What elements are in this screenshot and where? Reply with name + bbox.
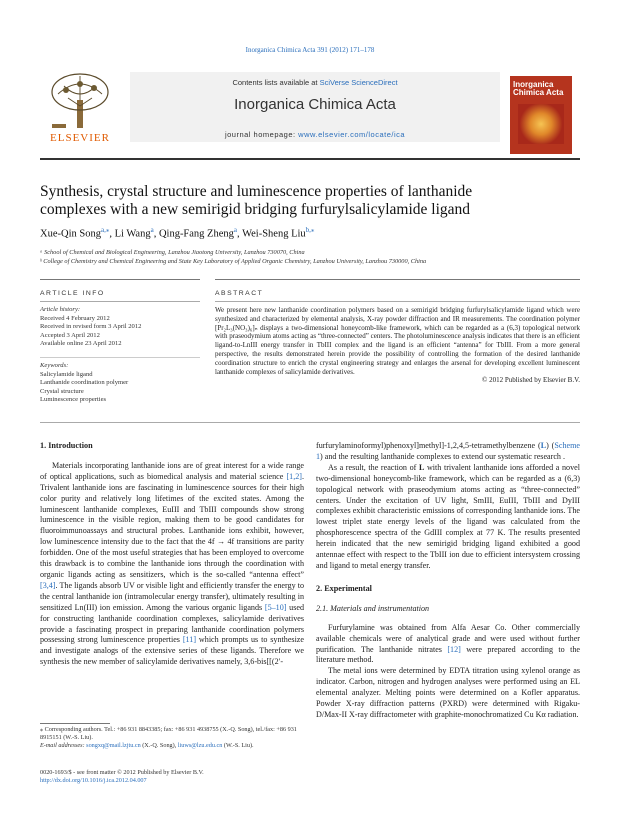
- affiliation-a: ᵃ School of Chemical and Biological Engineering, Lanzhou Jiaotong University, Lanzhou 730070, China: [40, 249, 305, 256]
- keyword: Salicylamide ligand: [40, 370, 93, 378]
- issn-line: 0020-1693/$ - see front matter © 2012 Published by Elsevier B.V.: [40, 769, 204, 776]
- abstract-body: [215, 306, 580, 385]
- history-item: Available online 23 April 2012: [40, 340, 122, 347]
- citation-link[interactable]: [11]: [182, 635, 197, 645]
- tree-icon: [48, 72, 112, 130]
- intro-heading: 1. Introduction: [40, 441, 93, 450]
- article-info-rule: [40, 279, 200, 280]
- left-column: [40, 441, 304, 668]
- intro-paragraph: Materials incorporating lanthanide ions are of great interest for a wide range of optical applications, such as biomedical analysis and material science [1,2]. Trivalent lanthanide ions are fascinating in luminescence sources for their high color purity and relatively long lifetimes of the excited states. Among the luminescent lanthanide complexes, EuIII and TbIII compounds show strong luminescence in the visible region, making them to be good candidates for fluoroimmunoassays and structural probes. Lanthanide ions exhibit, however, low luminescence intensity due to the fact that the 4f → 4f transitions are parity forbidden. One of the most useful strategies that has been employed to overcome this drawback is to combine the lanthanide ions through the coordination with organic ligands acting as sensitizers, which is the so-called “antenna effect” [3,4]. The ligands absorb UV or visible light and efficiently transfer the energy to the central lanthanide ion (intramolecular energy transfer), ultimately resulting in sensitized Ln(III) ion emission. Among the various organic ligands [5–10] used for constructing lanthanide coordination complexes, salicylamide derivatives provide a fascinating prospect in preparing lanthanide coordination polymers possessing strong luminescence properties [11] which prompts us to synthesize and investigate analogs of the extensive series of these ligands. Therefore we synthesis the new member of salicylamide derivatives namely, 3,6-bis[[(2′-: [40, 460, 305, 667]
- keyword: Luminescence properties: [40, 396, 107, 403]
- copyright: © 2012 Published by Elsevier B.V.: [482, 376, 580, 385]
- citation-link[interactable]: [12]: [447, 644, 461, 654]
- materials-heading: 2.1. Materials and instrumentation: [316, 603, 430, 613]
- publisher-name: ELSEVIER: [50, 132, 110, 144]
- title-line-2: complexes with a new semirigid bridging furfurylsalicylamide ligand: [40, 201, 471, 218]
- cover-title: Inorganica Chimica Acta: [513, 80, 564, 97]
- keyword: Crystal structure: [40, 387, 84, 395]
- homepage-prefix: journal homepage:: [224, 130, 299, 139]
- scheme-link[interactable]: Scheme 1: [316, 441, 580, 461]
- history-item: Accepted 3 April 2012: [40, 331, 100, 339]
- citation-link[interactable]: [1,2]: [286, 471, 302, 481]
- affiliation-b: ᵇ College of Chemistry and Chemical Engineering and State Key Laboratory of Applied Organic Chemistry, Lanzhou University, Lanzhou 730000, China: [40, 258, 427, 265]
- history-item: Received 4 February 2012: [40, 314, 110, 322]
- keywords-label: Keywords:: [40, 362, 69, 369]
- email-link[interactable]: songxq@mail.lzjtu.cn: [86, 742, 141, 749]
- keywords-rule: [40, 357, 200, 358]
- keywords: [40, 362, 200, 405]
- paragraph: furfurylaminoformyl)phenoxyl]methyl]-1,2,4,5-tetramethylbenzene (L) (Scheme 1) and the resulting lanthanide complexes to extend our systematic research .: [316, 441, 580, 461]
- homepage-link[interactable]: www.elsevier.com/locate/ica: [298, 130, 406, 139]
- journal-title: Inorganica Chimica Acta: [234, 96, 396, 113]
- footnote-contact: ⁎ Corresponding authors. Tel.: +86 931 8843385; fax: +86 931 4938755 (X.-Q. Song), tel./fax: +86 931 8915151 (W.-S. Liu).: [40, 726, 297, 741]
- contents-prefix: Contents lists available at: [232, 78, 320, 87]
- author-name: Li Wang: [114, 228, 151, 240]
- author-sup[interactable]: a,⁎: [100, 226, 110, 234]
- elsevier-logo: [40, 70, 120, 150]
- footnote: [40, 726, 304, 750]
- ligand-link[interactable]: L: [540, 441, 547, 450]
- article-info-heading: ARTICLE INFO: [40, 290, 105, 297]
- title-line-1: Synthesis, crystal structure and luminescence properties of lanthanide: [40, 183, 473, 200]
- author-name: Wei-Sheng Liu: [242, 228, 306, 240]
- author-list: Xue-Qin Song$^{a,⁎}$, Li Wang$^a$, Qing-Fang Zheng$^a$, Wei-Sheng Liu$^{b,⁎}$: [40, 226, 315, 240]
- abstract-text: We present here new lanthanide coordination polymers based on a semirigid bridging furfurylsalicylamide ligand which were synthesized and characterized by elemental analysis, X-ray powder diffraction and IR measurements. The coordination polymer [Pr₂L₃(NO₃)₆]ₙ displays a two-dimensional honeycomb-like framework, which can be regarded as a (6,3) topological network with praseodymium atoms acting as “three-connected” centers. The photoluminescence analysis indicates that there is an efficient ligand-to-LnIII energy transfer in TbIII complex and the ligand is an efficient “antenna” for TbIII. From a more general perspective, the results demonstrated herein provide the possibility of controlling the formation of the desired lanthanide coordination structure to enrich the crystal engineering strategy and enlarges the arsenal for developing excellent luminescent lanthanide complexes of salicylamide derivatives.: [215, 306, 580, 376]
- homepage-line: [130, 130, 500, 139]
- article-info-subrule: [40, 301, 200, 302]
- history-item: Received in revised form 3 April 2012: [40, 323, 142, 330]
- abstract-subrule: [215, 301, 580, 302]
- author-sup[interactable]: a: [233, 226, 237, 234]
- paragraph: The metal ions were determined by EDTA titration using xylenol orange as indicator. Carbon, nitrogen and hydrogen analyses were performed using an EL elemental analyzer. Melting points were determined on a Kofler apparatus. Powder X-ray diffraction patterns (PXRD) were determined with Rigaku-D/Max-II X-ray diffractometer with graphite-monochromatized Cu Kα radiation.: [316, 666, 580, 719]
- footnote-emails: E-mail addresses: songxq@mail.lzjtu.cn (X.-Q. Song), liuws@lzu.edu.cn (W.-S. Liu).: [40, 742, 254, 749]
- header-rule: [40, 158, 580, 160]
- author-name: Xue-Qin Song: [40, 228, 101, 240]
- abstract-rule: [215, 279, 580, 280]
- experimental-heading: 2. Experimental: [316, 583, 372, 593]
- ligand-label: L: [418, 462, 425, 472]
- sciencedirect-link[interactable]: SciVerse ScienceDirect: [319, 78, 398, 87]
- issn-doi-block: [40, 769, 304, 785]
- journal-citation[interactable]: Inorganica Chimica Acta 391 (2012) 171–178: [245, 46, 375, 54]
- paper-title: [40, 183, 580, 219]
- author-sup[interactable]: b,⁎: [305, 226, 315, 234]
- keyword: Lanthanide coordination polymer: [40, 379, 129, 386]
- article-history: [40, 306, 200, 349]
- author-sup[interactable]: a: [150, 226, 154, 234]
- journal-cover: [510, 76, 572, 154]
- history-label: Article history:: [40, 306, 81, 313]
- contents-line: [130, 78, 500, 87]
- abstract-heading: ABSTRACT: [215, 290, 264, 297]
- footnote-rule: [40, 723, 110, 724]
- abstract-bottom-rule: [40, 422, 580, 423]
- paragraph: As a result, the reaction of L with trivalent lanthanide ions afforded a novel two-dimensional honeycomb-like framework, which can be regarded as a (6,3) topological network with praseodymium atoms acting as “three-connected” centers. Under the excitation of UV light, SmIII, EuIII, TbIII and DyIII complexes exhibit characteristic emissions of corresponding lanthanide ions. The lowest triplet state energy levels of the ligand was calculated from the phosphorescence spectra of the GdIII complex at 77 K. The results presented herein indicated that the new semirigid bridging ligand exhibited a good antennae effect with respect to the TbIII ion due to efficient intersystem crossing and ligand to metal energy transfer.: [316, 462, 580, 570]
- right-column: [316, 441, 580, 721]
- citation-link[interactable]: [5–10]: [264, 602, 287, 612]
- paragraph: Furfurylamine was obtained from Alfa Aesar Co. Other commercially available chemicals were of analytical grade and were used without further purification. The lanthanide nitrates [12] were prepared according to the literature method.: [316, 622, 580, 665]
- email-link[interactable]: liuws@lzu.edu.cn: [177, 742, 223, 749]
- author-name: Qing-Fang Zheng: [158, 228, 234, 240]
- cover-image: [518, 104, 564, 144]
- citation-link[interactable]: [3,4]: [40, 580, 56, 590]
- doi-link[interactable]: http://dx.doi.org/10.1016/j.ica.2012.04.007: [40, 777, 147, 784]
